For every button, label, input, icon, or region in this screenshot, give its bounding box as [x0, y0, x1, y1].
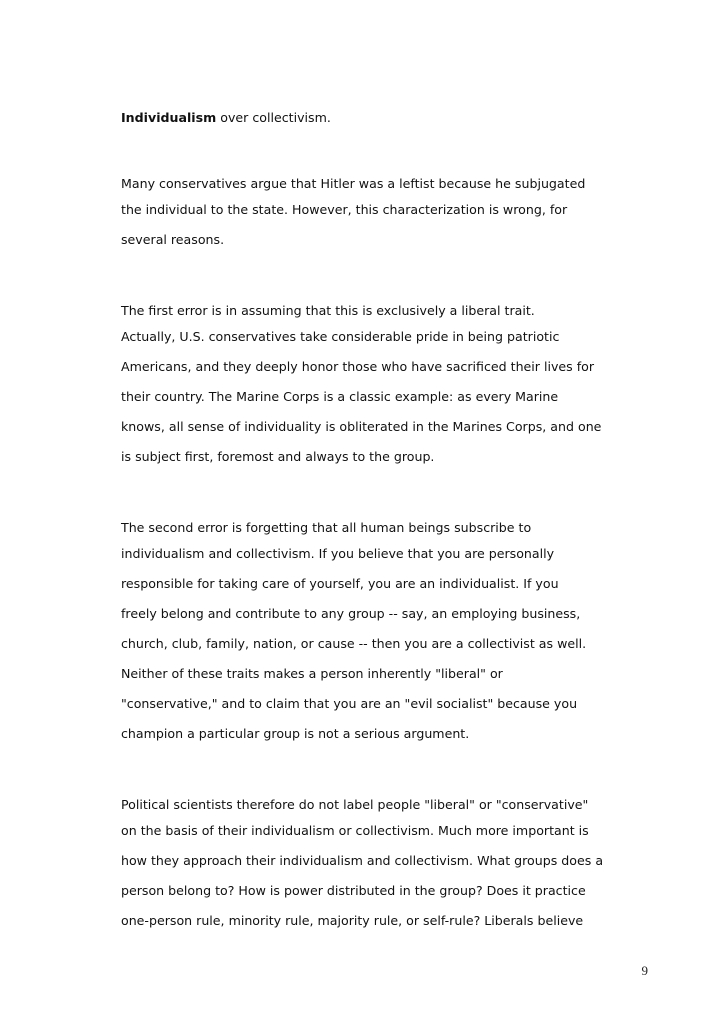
- paragraph-line: individualism and collectivism. If you believe that you are personally: [121, 546, 555, 561]
- paragraph-line: "conservative," and to claim that you are an "evil socialist" because you: [121, 696, 578, 711]
- paragraph-line: person belong to? How is power distributed in the group? Does it practice: [121, 883, 586, 898]
- page-body: [121, 108, 651, 936]
- paragraph-line: The second error is forgetting that all human beings subscribe to: [121, 520, 532, 535]
- page-number: 9: [641, 963, 648, 978]
- paragraph-line: church, club, family, nation, or cause -- then you are a collectivist as well.: [121, 636, 587, 651]
- heading-bold-term: Individualism: [121, 110, 217, 125]
- paragraph-line: several reasons.: [121, 232, 225, 247]
- section-heading: [121, 108, 651, 128]
- paragraph-line: Americans, and they deeply honor those who have sacrificed their lives for: [121, 359, 595, 374]
- paragraph-line: freely belong and contribute to any group -- say, an employing business,: [121, 606, 581, 621]
- paragraph-4: [121, 793, 651, 936]
- paragraph-line: is subject first, foremost and always to the group.: [121, 449, 435, 464]
- paragraph-3: [121, 516, 651, 749]
- paragraph-line: how they approach their individualism and collectivism. What groups does a: [121, 853, 604, 868]
- paragraph-line: Many conservatives argue that Hitler was a leftist because he subjugated: [121, 176, 586, 191]
- paragraph-line: champion a particular group is not a serious argument.: [121, 726, 470, 741]
- paragraph-2: [121, 299, 651, 472]
- paragraph-line: Actually, U.S. conservatives take considerable pride in being patriotic: [121, 329, 560, 344]
- paragraph-line: The first error is in assuming that this is exclusively a liberal trait.: [121, 303, 535, 318]
- heading-rest: over collectivism.: [216, 110, 331, 125]
- paragraph-line: one-person rule, minority rule, majority rule, or self-rule? Liberals believe: [121, 913, 584, 928]
- paragraph-line: the individual to the state. However, this characterization is wrong, for: [121, 202, 568, 217]
- paragraph-line: on the basis of their individualism or collectivism. Much more important is: [121, 823, 589, 838]
- paragraph-1: [121, 172, 651, 255]
- paragraph-line: knows, all sense of individuality is obliterated in the Marines Corps, and one: [121, 419, 602, 434]
- paragraph-line: Neither of these traits makes a person inherently "liberal" or: [121, 666, 503, 681]
- paragraph-line: Political scientists therefore do not label people "liberal" or "conservative": [121, 797, 589, 812]
- paragraph-line: responsible for taking care of yourself, you are an individualist. If you: [121, 576, 559, 591]
- paragraph-line: their country. The Marine Corps is a classic example: as every Marine: [121, 389, 559, 404]
